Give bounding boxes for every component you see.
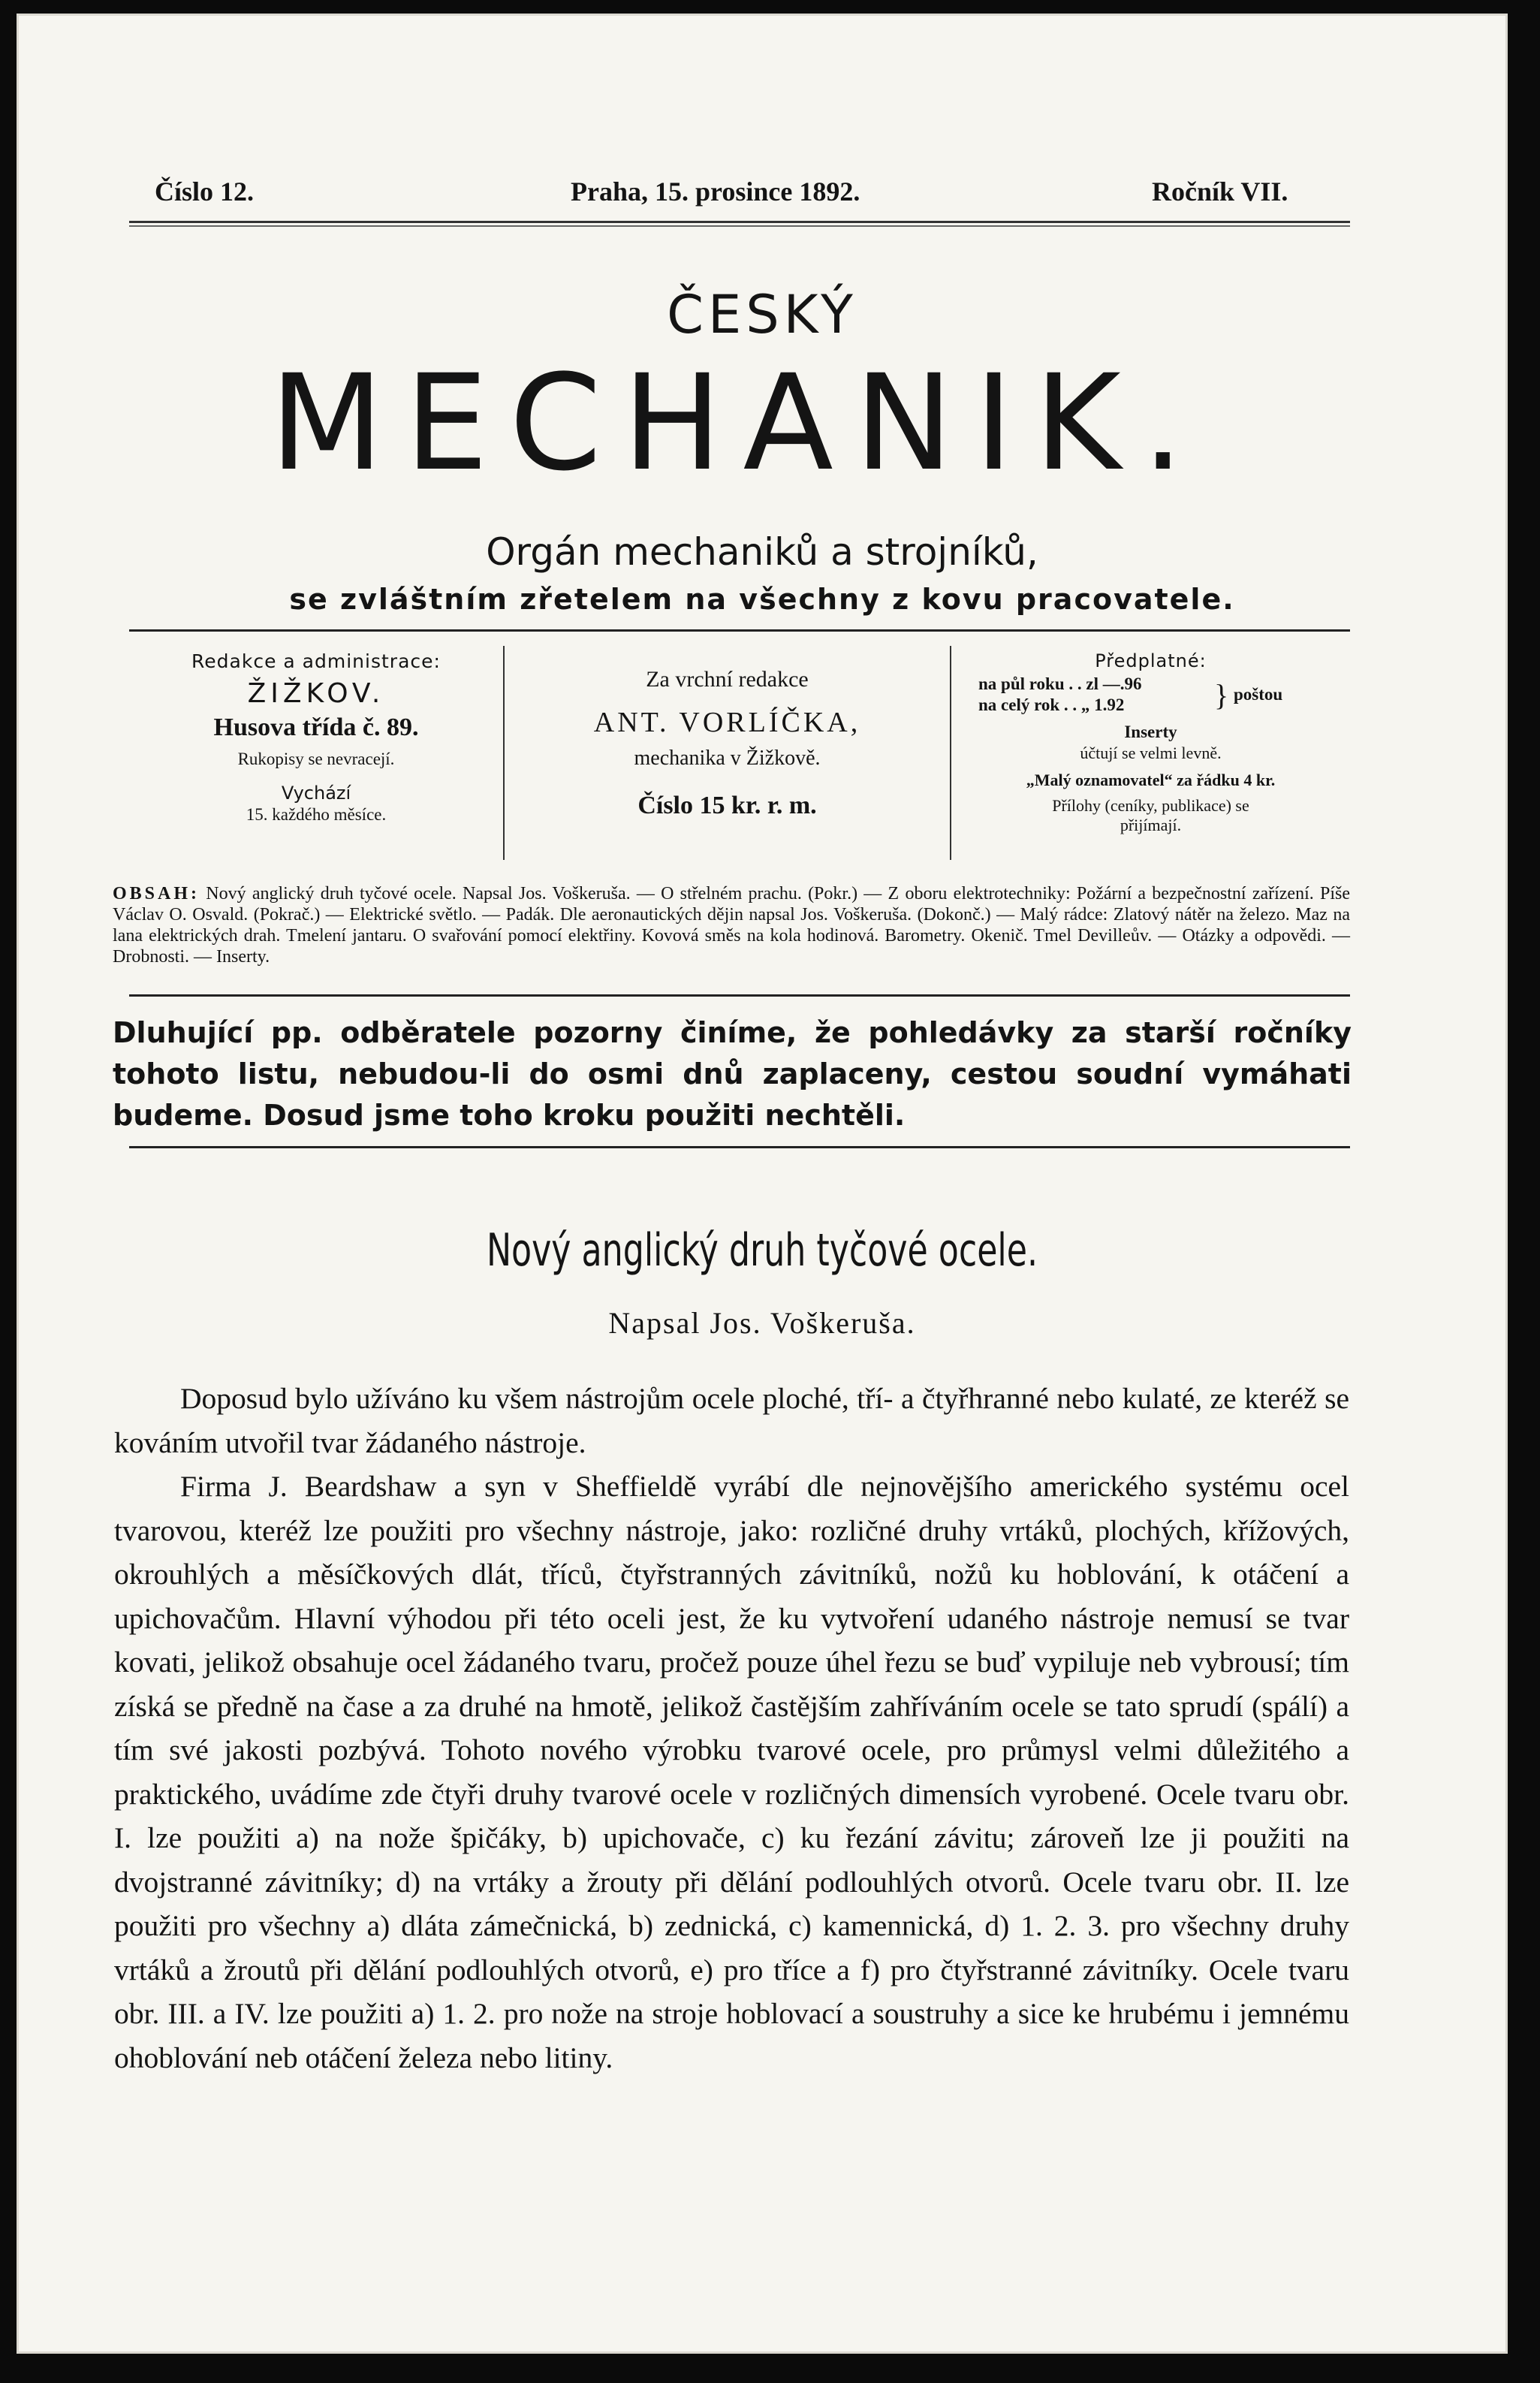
title-big: MECHANIK. bbox=[270, 346, 1205, 500]
editor-role: mechanika v Žižkově. bbox=[634, 747, 821, 770]
subtitle: Orgán mechaniků a strojníků, bbox=[486, 530, 1038, 574]
table-of-contents bbox=[113, 883, 1350, 967]
contents-label: OBSAH: bbox=[113, 884, 200, 903]
admin-heading: Redakce a administrace: bbox=[191, 650, 441, 672]
editor-name: ANT. VORLÍČKA, bbox=[593, 707, 861, 738]
subtitle-secondary: se zvláštním zřetelem na všechny z kovu pracovatele. bbox=[289, 583, 1235, 616]
article-paragraph: Firma J. Beardshaw a syn v Sheffieldě vyrábí dle nejnovějšího amerického systému ocel tvarovou, kteréž lze použiti pro všechny nástroje, jako: rozličné druhy vrtáků, plochých, křížových, okrouhlých a měsíčkových dlát, tříců, čtyřstranných závitníků, nožů ku hoblování, k otáčení a upichovačům. Hlavní výhodou při této oceli jest, že ku vytvoření udaného nástroje nemusí se tvar kovati, jelikož obsahuje ocel žádaného tvaru, pročež pouze úhel řezu se buď vypiluje neb vybrousí; tím získá se předně na čase a za druhé na hmotě, jelikož častějším zahříváním ocele se tato sprudí (spálí) a tím své jakosti pozbývá. Tohoto nového výrobku tvarové ocele, pro průmysl velmi důležitého a praktického, uvádíme zde čtyři druhy tvarové ocele v rozličných dimensích vyrobené. Ocele tvaru obr. I. lze použiti a) na nože špičáky, b) upichovače, c) ku řezání závitu; zároveň lze ji použiti na dvojstranné závitníky; d) na vrtáky a žrouty při dělání podlouhlých otvorů. Ocele tvaru obr. II. lze použiti pro všechny a) dláta zámečnická, b) zednická, c) kamennická, d) 1. 2. 3. pro všechny druhy vrtáků a žroutů při dělání podlouhlých otvorů, e) pro tříce a f) pro čtyřstranné závitníky. Ocele tvaru obr. III. a IV. lze použiti a) 1. 2. pro nože na stroje hoblovací a soustruhy a sice ke hrubému i jemnému ohoblování neb otáčení železa nebo litiny. bbox=[114, 1470, 1349, 2074]
info-box-subscription bbox=[951, 646, 1350, 860]
subscription-heading: Předplatné: bbox=[1095, 650, 1207, 671]
subscription-rates bbox=[951, 674, 1350, 718]
rate-half-year: na půl roku . . zl —.96 bbox=[978, 674, 1142, 693]
brace-symbol: } bbox=[1214, 678, 1229, 712]
editor-label: Za vrchní redakce bbox=[646, 667, 809, 692]
info-box-editor bbox=[505, 646, 951, 860]
inserts-text: účtují se velmi levně. bbox=[1080, 744, 1222, 762]
masthead-rule-top bbox=[129, 221, 1350, 227]
title-small: ČESKÝ bbox=[667, 284, 857, 345]
masthead-rule-bottom bbox=[129, 629, 1350, 632]
admin-published-day: 15. každého měsíce. bbox=[246, 805, 387, 824]
inserts-heading: Inserty bbox=[1124, 722, 1177, 741]
rate-postal: poštou bbox=[1234, 685, 1283, 704]
contents-rule bbox=[129, 994, 1350, 997]
admin-manuscripts: Rukopisy se nevracejí. bbox=[237, 750, 395, 768]
payment-notice: Dluhující pp. odběratele pozorny činíme, že pohledávky za starší ročníky tohoto listu, nebudou-li do osmi dnů zaplaceny, cestou soudní vymáhati budeme. Dosud jsme toho kroku použiti nechtěli. bbox=[113, 1016, 1352, 1132]
contents-text: Nový anglický druh tyčové ocele. Napsal Jos. Voškeruša. — O střelném prachu. (Pokr.) — Z oboru elektrotechniky: Požární a bezpečnostní zařízení. Píše Václav O. Osvald. (Pokrač.) — Elektrické světlo. — Padák. Dle aeronautických dějin napsal Jos. Voškeruša. (Dokonč.) — Malý rádce: Zlatový nátěr na železo. Maz na lana elektrických drah. Tmelení jantaru. O svařování pomocí elektřiny. Kovová směs na kola hodinová. Barometry. Okenič. Tmel Devilleův. — Otázky a odpovědi. — Drobnosti. — Inserty. bbox=[113, 884, 1351, 967]
newspaper-page bbox=[17, 14, 1508, 2354]
article-body bbox=[114, 1377, 1349, 2080]
info-box-administration bbox=[129, 646, 505, 860]
small-advertiser: „Malý oznamovatel“ za řádku 4 kr. bbox=[1026, 771, 1276, 789]
admin-town: ŽIŽKOV. bbox=[247, 678, 385, 709]
issue-line bbox=[137, 176, 1331, 221]
admin-address: Husova třída č. 89. bbox=[213, 713, 419, 741]
volume: Ročník VII. bbox=[1152, 176, 1288, 207]
article-paragraph: Doposud bylo užíváno ku všem nástrojům ocele ploché, tří- a čtyřhranné nebo kulaté, ze kteréž se kováním utvořil tvar žádaného nástroje. bbox=[114, 1382, 1349, 1459]
issue-number: Číslo 12. bbox=[155, 176, 255, 207]
supplements-text: Přílohy (ceníky, publikace) se bbox=[1052, 796, 1249, 815]
admin-published-label: Vychází bbox=[281, 783, 351, 804]
issue-price: Číslo 15 kr. r. m. bbox=[637, 792, 817, 819]
article-title: Nový anglický druh tyčové ocele. bbox=[486, 1224, 1038, 1277]
place-date: Praha, 15. prosince 1892. bbox=[571, 176, 860, 207]
rate-full-year: na celý rok . . „ 1.92 bbox=[978, 695, 1125, 714]
supplements-text-2: přijímají. bbox=[1120, 816, 1182, 834]
article-author: Napsal Jos. Voškeruša. bbox=[608, 1306, 916, 1340]
notice-rule bbox=[129, 1146, 1350, 1148]
